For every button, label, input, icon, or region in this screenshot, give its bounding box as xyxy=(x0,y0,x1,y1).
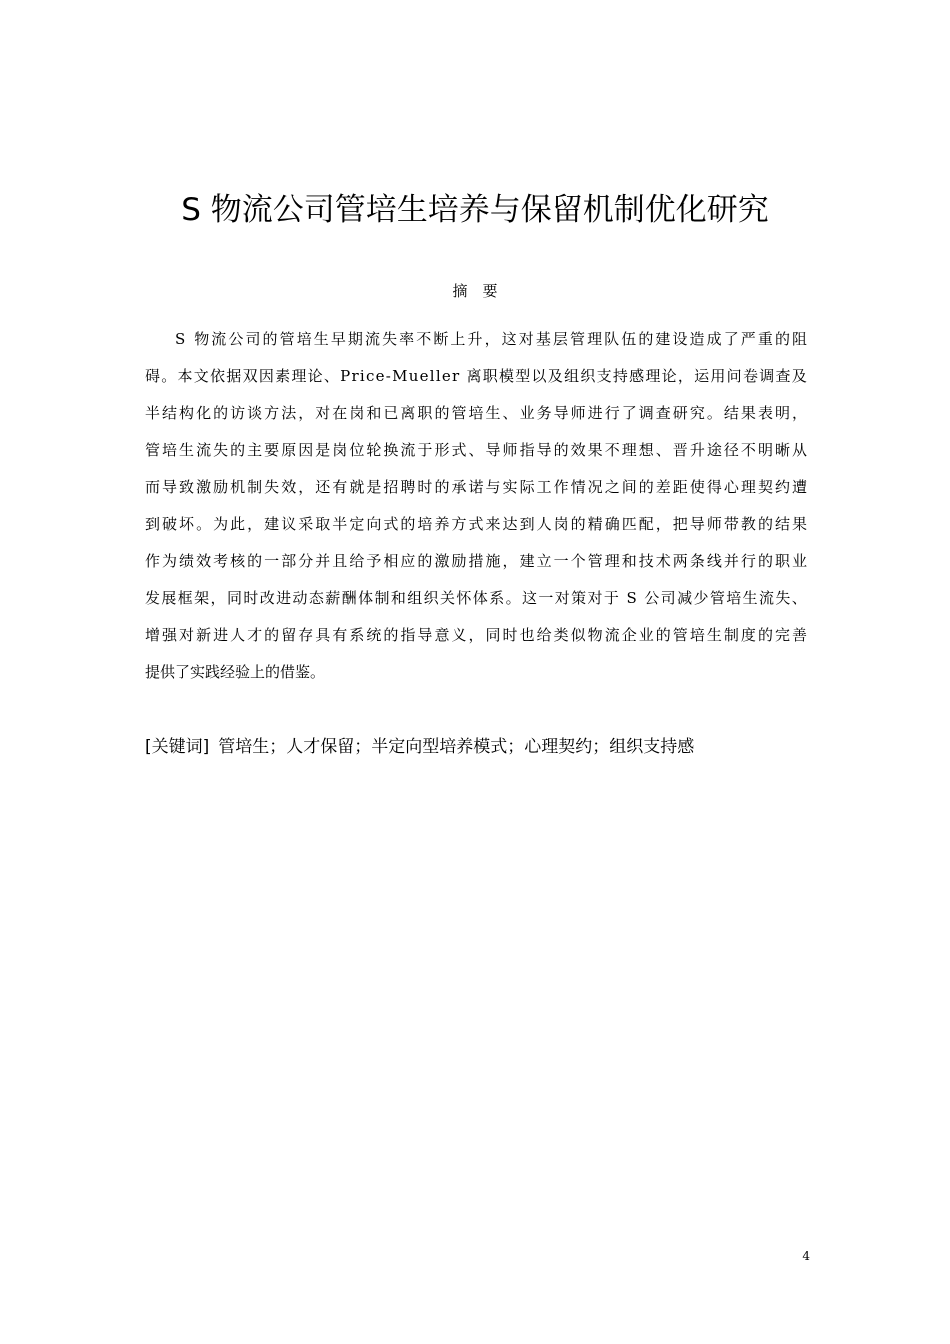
abstract-line: 提供了实践经验上的借鉴。 xyxy=(145,663,326,681)
page-number: 4 xyxy=(802,1249,810,1263)
abstract-line: 到破坏。为此，建议采取半定向式的培养方式来达到人岗的精确匹配，把导师带教的结果 xyxy=(145,515,810,533)
abstract-line: 发展框架，同时改进动态薪酬体制和组织关怀体系。这一对策对于 S 公司减少管培生流失、 xyxy=(145,589,809,607)
abstract-line: 碍。本文依据双因素理论、Price-Mueller 离职模型以及组织支持感理论，运用问卷调查及 xyxy=(145,367,808,385)
abstract-line: 作为绩效考核的一部分并且给予相应的激励措施，建立一个管理和技术两条线并行的职业 xyxy=(145,552,810,570)
keywords-line xyxy=(145,733,694,761)
abstract-line: 半结构化的访谈方法，对在岗和已离职的管培生、业务导师进行了调查研究。结果表明， xyxy=(145,404,810,422)
abstract-line: S 物流公司的管培生早期流失率不断上升，这对基层管理队伍的建设造成了严重的阻 xyxy=(175,330,810,348)
abstract-line: 而导致激励机制失效，还有就是招聘时的承诺与实际工作情况之间的差距使得心理契约遭 xyxy=(145,478,810,496)
keywords-label: [关键词] xyxy=(145,737,210,757)
abstract-heading: 摘要 xyxy=(452,282,513,300)
keywords-text: 管培生；人才保留；半定向型培养模式；心理契约；组织支持感 xyxy=(218,737,695,757)
abstract-line: 管培生流失的主要原因是岗位轮换流于形式、导师指导的效果不理想、晋升途径不明晰从 xyxy=(145,441,810,459)
document-title: S 物流公司管培生培养与保留机制优化研究 xyxy=(181,192,769,228)
abstract-line: 增强对新进人才的留存具有系统的指导意义，同时也给类似物流企业的管培生制度的完善 xyxy=(145,626,810,644)
